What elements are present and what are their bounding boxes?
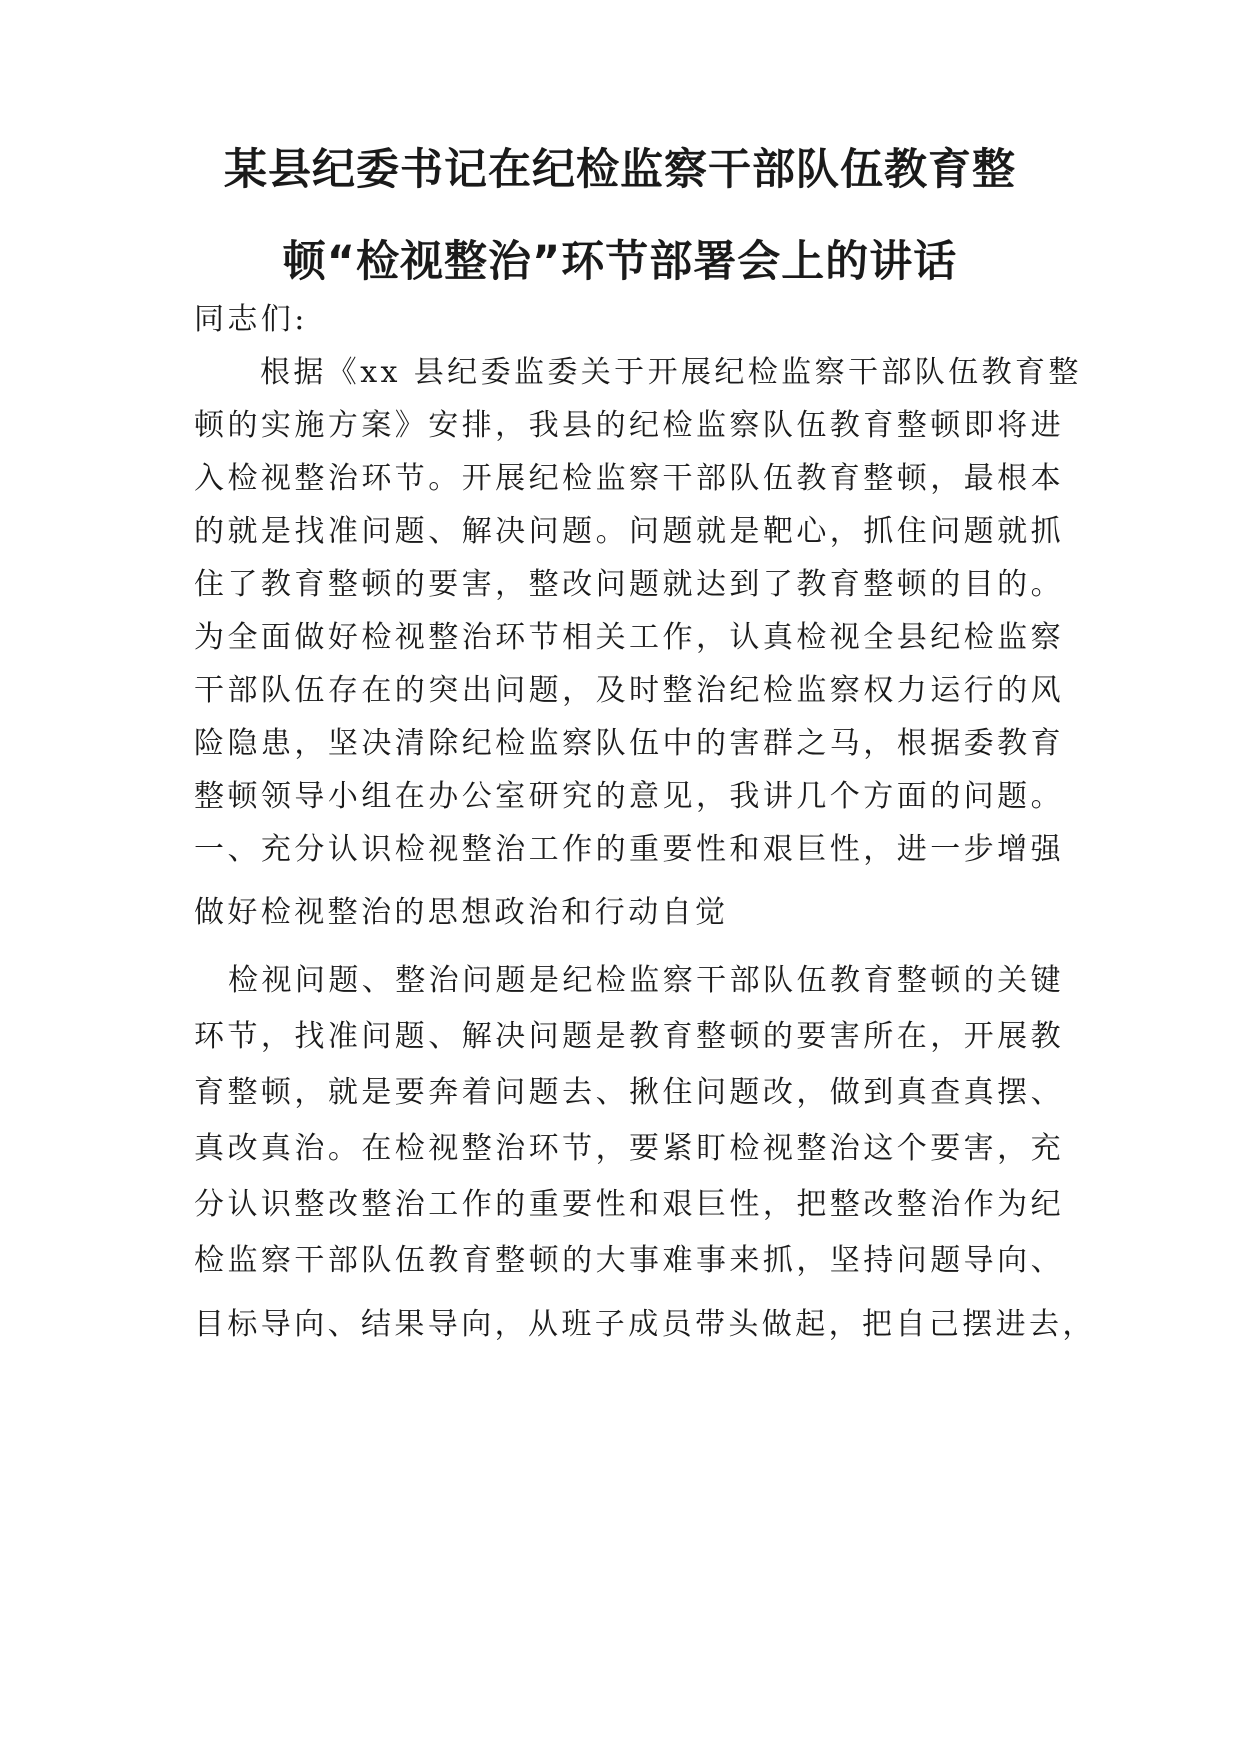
section-heading-1-line: 做好检视整治的思想政治和行动自觉	[194, 895, 729, 930]
document-title-line-2: 顿“检视整治”环节部署会上的讲话	[282, 237, 958, 287]
section-heading-1-line: 一、充分认识检视整治工作的重要性和艰巨性，进一步增强	[194, 832, 1064, 867]
paragraph-2-line: 育整顿，就是要奔着问题去、揪住问题改，做到真查真摆、	[194, 1075, 1064, 1110]
paragraph-2-line: 目标导向、结果导向，从班子成员带头做起，把自己摆进去，	[194, 1307, 1096, 1342]
paragraph-2-line: 检视问题、整治问题是纪检监察干部队伍教育整顿的关键	[228, 963, 1064, 998]
document-title-line-1: 某县纪委书记在纪检监察干部队伍教育整	[224, 145, 1016, 195]
paragraph-1-line: 干部队伍存在的突出问题，及时整治纪检监察权力运行的风	[194, 673, 1064, 708]
paragraph-1-line: 的就是找准问题、解决问题。问题就是靶心，抓住问题就抓	[194, 514, 1064, 549]
salutation: 同志们:	[194, 302, 308, 337]
paragraph-2-line: 分认识整改整治工作的重要性和艰巨性，把整改整治作为纪	[194, 1187, 1064, 1222]
paragraph-1-line: 住了教育整顿的要害，整改问题就达到了教育整顿的目的。	[194, 567, 1064, 602]
paragraph-1-line: 根据《xx 县纪委监委关于开展纪检监察干部队伍教育整	[260, 355, 1082, 390]
paragraph-1-line: 入检视整治环节。开展纪检监察干部队伍教育整顿，最根本	[194, 461, 1064, 496]
paragraph-1-line: 为全面做好检视整治环节相关工作，认真检视全县纪检监察	[194, 620, 1064, 655]
paragraph-1-line: 整顿领导小组在办公室研究的意见，我讲几个方面的问题。	[194, 779, 1064, 814]
paragraph-1-line: 顿的实施方案》安排，我县的纪检监察队伍教育整顿即将进	[194, 408, 1064, 443]
paragraph-1-line: 险隐患，坚决清除纪检监察队伍中的害群之马，根据委教育	[194, 726, 1064, 761]
paragraph-2-line: 环节，找准问题、解决问题是教育整顿的要害所在，开展教	[194, 1019, 1064, 1054]
paragraph-2-line: 检监察干部队伍教育整顿的大事难事来抓，坚持问题导向、	[194, 1243, 1064, 1278]
paragraph-2-line: 真改真治。在检视整治环节，要紧盯检视整治这个要害，充	[194, 1131, 1064, 1166]
